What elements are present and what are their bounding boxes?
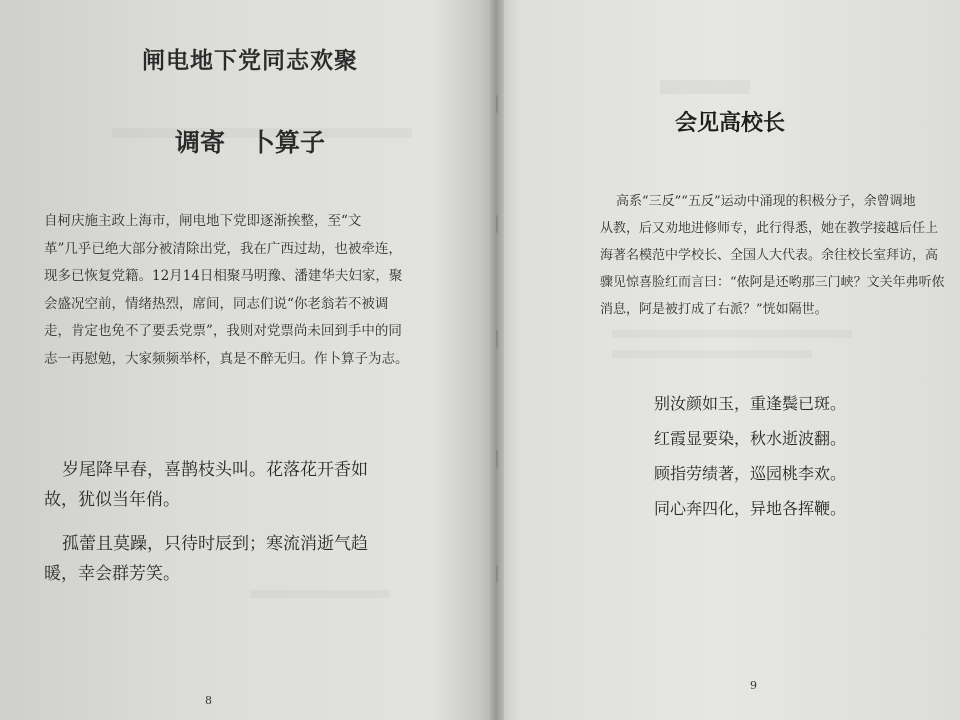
poem-line: 暖，幸会群芳笑。 <box>44 564 180 584</box>
preface-line: 走，肯定也免不了要丢党票”，我则对党票尚未回到手中的同 <box>44 323 402 340</box>
poem-line: 同心奔四化，异地各挥鞭。 <box>654 499 847 518</box>
binding-stitch <box>496 95 498 113</box>
preface-line: 骤见惊喜脸红而言曰：“侬阿是还哟那三门峡？文关年弗听侬 <box>600 275 945 290</box>
poem-line: 红霞显要染，秋水逝波翻。 <box>654 429 847 448</box>
preface-line: 高系“三反”“五反”运动中涌现的积极分子，余曾调地 <box>616 194 916 209</box>
preface-line: 消息，阿是被打成了右派？”恍如隔世。 <box>600 302 828 317</box>
page-number: 9 <box>750 679 757 692</box>
binding-stitch <box>496 215 498 233</box>
binding-stitch <box>496 330 498 348</box>
poem-body <box>654 386 914 526</box>
poem-line: 岁尾降早春，喜鹊枝头叫。花落花开香如 <box>62 460 368 480</box>
tune-title: 调寄 卜算子 <box>174 128 325 157</box>
binding-stitch <box>496 450 498 468</box>
poem-line: 别汝颜如玉，重逢鬓已斑。 <box>654 394 847 413</box>
preface-line: 志一再慰勉，大家频频举杯，真是不醉无归。作卜算子为志。 <box>44 350 409 367</box>
preface-line: 现多已恢复党籍。12月14日相聚马明豫、潘建华夫妇家，聚 <box>44 268 403 285</box>
preface-line: 从教，后又劝地进修师专，此行得悉，她在教学接越后任上 <box>600 221 939 236</box>
poem-line: 顾指劳绩著，巡园桃李欢。 <box>654 464 847 483</box>
page-number: 8 <box>205 694 212 707</box>
poem-stanza <box>44 455 416 515</box>
preface-line: 自柯庆施主政上海市，闸电地下党即逐渐挨整，至“文 <box>44 213 362 229</box>
poem-title: 闸电地下党同志欢聚 <box>142 47 358 74</box>
preface-paragraph <box>44 208 416 374</box>
preface-paragraph <box>600 188 945 323</box>
poem-line: 故，犹似当年俏。 <box>44 490 180 510</box>
binding-stitch <box>496 565 498 583</box>
poem-line: 孤蕾且莫躁，只待时辰到；寒流消逝气趋 <box>62 534 368 554</box>
right-page <box>500 0 960 720</box>
poem-body <box>44 455 416 603</box>
poem-title: 会见高校长 <box>674 110 785 136</box>
preface-line: 革”几乎已绝大部分被清除出党，我在广西过劫，也被牵连， <box>44 240 402 257</box>
preface-line: 会盛况空前，情绪热烈，席间，同志们说“你老翁若不被调 <box>44 295 389 312</box>
poem-stanza <box>44 529 416 589</box>
preface-line: 海著名模范中学校长、全国人大代表。余往校长室拜访，高 <box>600 248 939 263</box>
